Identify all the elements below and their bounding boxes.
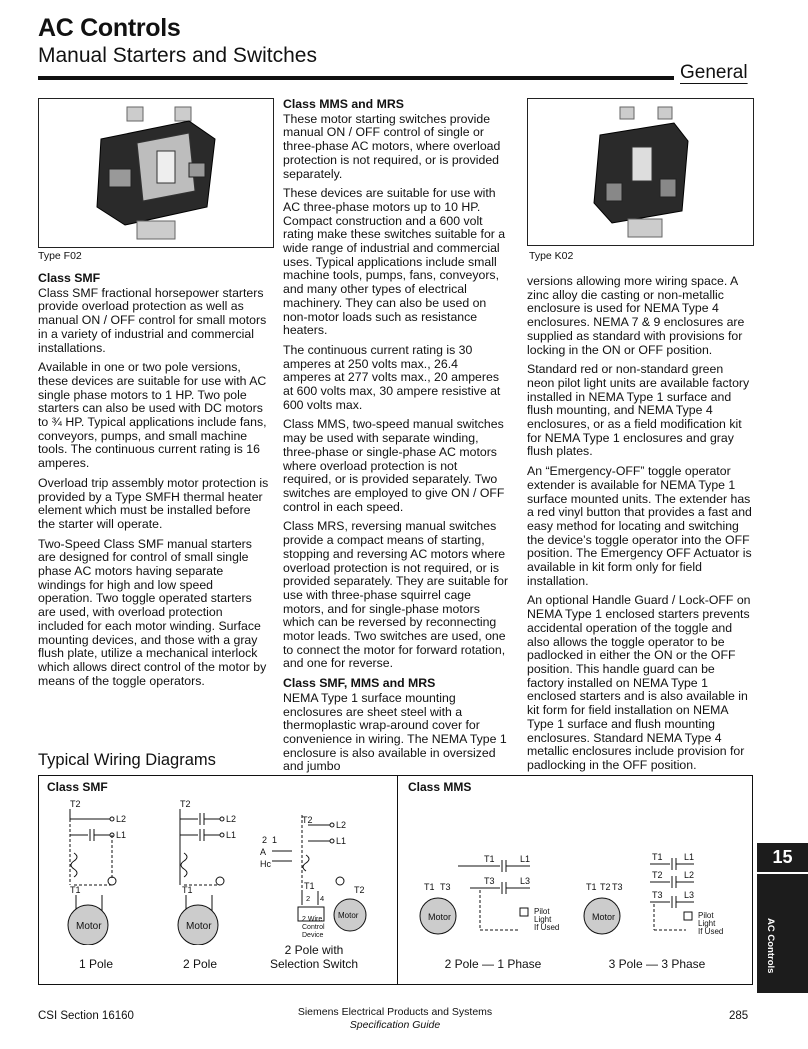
term-t1: T1 [304, 881, 315, 891]
term-t2: T2 [180, 799, 191, 809]
wire-device-2: Control [302, 924, 325, 931]
heading-class-smf-mms-mrs: Class SMF, MMS and MRS [283, 676, 436, 691]
photo-caption-f02: Type F02 [38, 250, 82, 262]
term-2: 2 [262, 835, 268, 845]
footer-csi-section: CSI Section 16160 [38, 1010, 134, 1022]
paragraph: Class MRS, reversing manual switches provide a compact means of starting, stopping and reversing AC motors where overload protection is not required, or is provided separately. They are suitable for use with three-phase squirrel cage motors, and for single-phase motors which can be reversed by reconnecting motor leads. Two switches are used, one to connect the motor for forward rotation, and one for reverse. [283, 519, 509, 671]
caption-2-pole-1-phase: 2 Pole — 1 Phase [444, 957, 542, 971]
term-t3: T3 [612, 882, 623, 892]
column-class-smf [38, 272, 270, 694]
term-4: 4 [320, 894, 325, 903]
starter-f02-illustration [39, 99, 273, 247]
section-label: General [680, 62, 748, 83]
motor-label: Motor [428, 912, 452, 922]
page-subtitle: Manual Starters and Switches [38, 44, 317, 67]
column-class-mms-mrs [283, 98, 509, 780]
term-t3: T3 [440, 882, 451, 892]
photo-caption-k02: Type K02 [529, 250, 574, 262]
paragraph: Two-Speed Class SMF manual starters are designed for control of small single phase AC motors having separate windings for high and low speed operation. Two toggle operated starters are used, with overload protection included for each motor winding. Surface mounting devices, and those with a gray flush plate, utilize a mechanical interlock which allows direct control of the motor by means of the toggle operators. [38, 536, 267, 688]
term-t1: T1 [70, 885, 81, 895]
motor-label: Motor [76, 921, 102, 932]
term-t2: T2 [70, 799, 81, 809]
wiring-heading: Typical Wiring Diagrams [38, 751, 216, 769]
chapter-number: 15 [772, 847, 793, 867]
wire-device-1: 2 Wire [302, 916, 323, 923]
pilot-3: If Used [534, 923, 560, 932]
term-t2: T2 [302, 815, 313, 825]
paragraph: An “Emergency-OFF” toggle operator extender is available for NEMA Type 1 surface mounted units. The extender has a red vinyl button that provides a fast and easy method for locating and switching the device’s toggle operator into the OFF position. The Emergency OFF Actuator is available in kit form only for field installation. [527, 464, 752, 588]
motor-label: Motor [592, 912, 616, 922]
heading-class-smf: Class SMF [38, 271, 101, 285]
photo-type-k02 [527, 98, 754, 246]
term-l2: L2 [684, 870, 695, 880]
term-t1: T1 [586, 882, 597, 892]
mms-wiring-svg [400, 850, 750, 950]
term-l1: L1 [336, 836, 347, 846]
chapter-tab-rule [757, 872, 808, 874]
caption-selection-switch: Selection Switch [269, 957, 359, 971]
starter-k02-illustration [528, 99, 753, 245]
paragraph: An optional Handle Guard / Lock-OFF on NEMA Type 1 enclosed starters prevents accidental operation of the toggle and also allows the toggle operator to be padlocked in either the ON or the OFF position. This handle guard can be factory installed on NEMA Type 1 enclosed starters and is also available in kit form for field installation on NEMA Type 1 surface and flush mounting enclosures. Standard NEMA Type 4 metallic enclosures include provision for padlocking in the OFF position. [527, 593, 751, 772]
paragraph: The continuous current rating is 30 amperes at 250 volts max., 26.4 amperes at 277 volts max., 20 amperes at 600 volts max, 30 ampere resistive at 600 volts max. [283, 342, 501, 412]
term-t2: T2 [600, 882, 611, 892]
paragraph: Overload trip assembly motor protection is provided by a Type SMFH thermal heater element which must be installed before the starter will operate. [38, 475, 269, 531]
caption-3-pole-3-phase: 3 Pole — 3 Phase [608, 957, 706, 971]
term-l1: L1 [520, 854, 531, 864]
paragraph: These motor starting switches provide manual ON / OFF control of single or three-phase AC motors, where overload protection is not required, or is provided separately. [283, 111, 501, 181]
footer-publisher [250, 1006, 540, 1032]
paragraph: Standard red or non-standard green neon pilot light units are available factory installed in NEMA Type 1 surface and flush mounting, and NEMA Type 4 enclosures, or as a field modification kit for NEMA Type 1 enclosures and gray flush plates. [527, 362, 750, 459]
paragraph: Class SMF fractional horsepower starters provide overload protection as well as manual ON / OFF control for small motors in a variety of industrial and commercial installations. [38, 285, 267, 355]
term-t1: T1 [424, 882, 435, 892]
term-2: 2 [306, 894, 311, 903]
term-l1: L1 [116, 830, 127, 840]
header-rule [38, 76, 674, 80]
paragraph: versions allowing more wiring space. A zinc alloy die casting or non-metallic enclosure is used for NEMA Type 4 enclosures. NEMA 7 & 9 enclosures are supplied as standard with provisions for locking in the ON or OFF position. [527, 274, 745, 357]
paragraph: Available in one or two pole versions, these devices are suitable for use with AC single phase motors to 1 HP. Two pole starters can also be used with DC motors to ¾ HP. Typical applications include fans, conveyors, pumps, and small machine tools. The continuous current rating is 16 amperes. [38, 360, 267, 471]
footer-publisher-name: Siemens Electrical Products and Systems [297, 1006, 493, 1018]
term-hc: Hc [260, 859, 271, 869]
paragraph: Class MMS, two-speed manual switches may be used with separate winding, three-phase or single-phase AC motors where overload protection is not required, or is provided separately. Two switches are employed to give ON / OFF control in each speed. [283, 417, 505, 514]
photo-type-f02 [38, 98, 274, 248]
term-l2: L2 [336, 820, 347, 830]
pilot-2: Light [698, 919, 716, 928]
term-t3: T3 [652, 890, 663, 900]
class-smf-label: Class SMF [47, 780, 108, 794]
term-t1: T1 [484, 854, 495, 864]
term-a: A [260, 847, 267, 857]
smf-wiring-svg [40, 795, 396, 945]
caption-2-pole: 2 Pole [182, 957, 218, 971]
term-l1: L1 [226, 830, 237, 840]
caption-1-pole: 1 Pole [78, 957, 114, 971]
term-l3: L3 [520, 876, 531, 886]
term-t2: T2 [354, 885, 365, 895]
motor-label: Motor [338, 911, 359, 920]
pilot-1: Pilot [534, 907, 550, 916]
term-t3: T3 [484, 876, 495, 886]
term-l2: L2 [226, 814, 237, 824]
paragraph: These devices are suitable for use with AC three-phase motors up to 10 HP. Compact construction and a 600 volt rating make these switches suitable for a wide range of industrial and commercial uses. Typical applications include small machine tools, pumps, fans, conveyors, and many other types of electrical machinery. They can also be used on non-motor loads such as resistance heaters. [283, 186, 506, 338]
caption-2-pole-with: 2 Pole with [284, 943, 344, 957]
wiring-divider [397, 775, 398, 984]
term-l1: L1 [684, 852, 695, 862]
motor-label: Motor [186, 921, 212, 932]
paragraph: NEMA Type 1 surface mounting enclosures are sheet steel with a thermoplastic wrap-around cover for convenience in wiring. The NEMA Type 1 enclosure is also available in oversized and jumbo [283, 690, 507, 774]
term-l3: L3 [684, 890, 695, 900]
pilot-1: Pilot [698, 911, 714, 920]
term-t2: T2 [652, 870, 663, 880]
term-t1: T1 [652, 852, 663, 862]
footer-guide-name: Specification Guide [349, 1019, 441, 1031]
term-l2: L2 [116, 814, 127, 824]
term-1: 1 [272, 835, 278, 845]
class-mms-label: Class MMS [408, 780, 472, 794]
page-title: AC Controls [38, 14, 181, 42]
pilot-2: Light [534, 915, 552, 924]
wire-device-3: Device [302, 932, 324, 939]
chapter-label: AC Controls [765, 918, 776, 974]
page-number: 285 [729, 1010, 749, 1022]
heading-class-mms-mrs: Class MMS and MRS [283, 97, 404, 111]
column-continued [527, 275, 753, 779]
term-t1: T1 [182, 885, 193, 895]
pilot-3: If Used [698, 927, 724, 936]
